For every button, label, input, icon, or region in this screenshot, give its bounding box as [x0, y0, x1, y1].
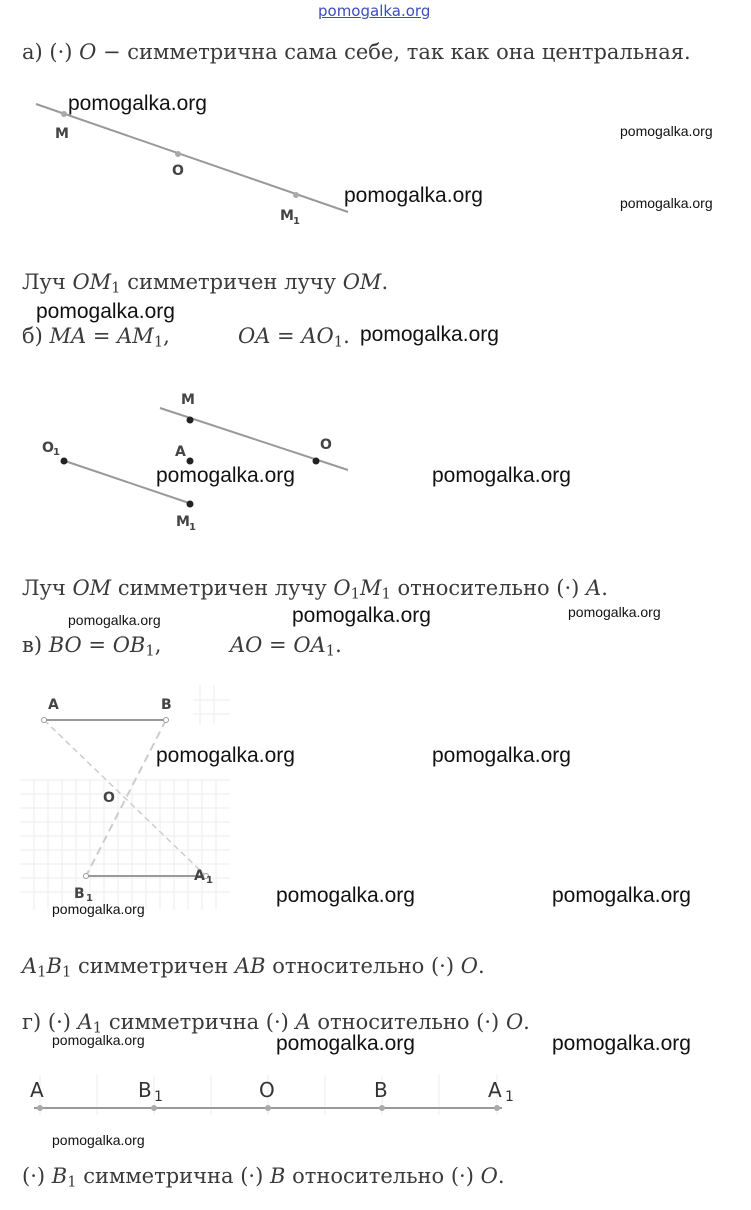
watermark: pomogalka.org: [156, 744, 295, 767]
figure-g-point-b: [379, 1105, 385, 1111]
figure-g-point-a: [37, 1105, 43, 1111]
figure-b-label-o1-sub: 1: [53, 447, 60, 458]
part-v-center: O: [460, 954, 478, 978]
figure-b-label-a: A: [175, 444, 186, 460]
part-a-result-prefix: Луч: [22, 270, 73, 294]
figure-g-label-o: O: [259, 1078, 275, 1102]
watermark: pomogalka.org: [52, 901, 145, 917]
part-b-ray2-b: M: [359, 576, 382, 600]
part-a-ray1-sub: 1: [111, 279, 121, 297]
figure-g-label-a1-sub: 1: [505, 1089, 514, 1105]
part-g-p1-sub: 1: [92, 1019, 103, 1037]
part-g-r-center: O: [480, 1164, 498, 1188]
figure-b-label-o: O: [320, 437, 332, 453]
figure-b-point-m1: [187, 501, 194, 508]
figure-v-point-b1: [84, 874, 89, 879]
figure-b: [0, 380, 751, 540]
figure-v-point-b: [164, 718, 169, 723]
part-a-point: O: [79, 40, 97, 64]
part-v-statement-2: [230, 633, 342, 660]
figure-b-point-o: [313, 458, 320, 465]
part-g-p2: A: [295, 1010, 311, 1034]
watermark: pomogalka.org: [432, 464, 571, 487]
figure-v-point-a: [42, 718, 47, 723]
part-v-statement: [22, 633, 161, 660]
part-b-statement-2: [238, 324, 350, 351]
watermark: pomogalka.org: [276, 1032, 415, 1055]
figure-a-point-m: [61, 111, 67, 117]
watermark: pomogalka.org: [68, 612, 161, 628]
figure-g-point-a1: [494, 1105, 500, 1111]
figure-b-label-m1: M: [176, 514, 190, 530]
figure-a-label-o: O: [172, 163, 184, 179]
part-b-result-prefix: Луч: [22, 576, 73, 600]
watermark: pomogalka.org: [620, 123, 713, 139]
part-b-eq1-sub: 1: [153, 333, 164, 351]
part-g-center: O: [505, 1010, 524, 1034]
part-v-result-a-sub: 1: [37, 963, 47, 981]
figure-g-label-b: B: [374, 1078, 388, 1102]
part-a-result: [22, 270, 388, 297]
part-b-result-rest: относительно (·): [390, 576, 587, 600]
figure-v-label-b1: B: [74, 886, 85, 902]
figure-a-label-m1-sub: 1: [293, 216, 300, 227]
figure-b-point-o1: [61, 458, 68, 465]
part-g-mid: симметрична (·): [102, 1010, 296, 1034]
part-v-result-a: A: [22, 954, 38, 978]
part-a-result-end: .: [381, 270, 389, 294]
part-a-prefix: а) (·): [22, 40, 80, 64]
figure-v-label-b1-sub: 1: [86, 893, 93, 904]
watermark: pomogalka.org: [36, 300, 175, 323]
site-link[interactable]: pomogalka.org: [318, 2, 431, 20]
part-v-result-end: .: [477, 954, 485, 978]
part-b-ray1: OM: [72, 576, 112, 600]
part-g-r2: B: [269, 1164, 286, 1188]
part-b-result-end: .: [601, 576, 608, 600]
part-b-eq2: OA = AO: [238, 324, 334, 348]
part-b-ray2-a-sub: 1: [350, 585, 360, 603]
part-g-r-rest: относительно (·): [285, 1164, 481, 1188]
part-a-rest: − симметрична сама себе, так как она центральная.: [96, 40, 691, 64]
watermark: pomogalka.org: [276, 884, 415, 907]
figure-v-label-a1: A: [194, 868, 205, 884]
figure-b-label-m: M: [181, 392, 195, 408]
part-a-ray1: OM: [72, 270, 112, 294]
part-v-result-rest: относительно (·): [265, 954, 461, 978]
part-b-ray2-b-sub: 1: [381, 585, 391, 603]
part-v-end: .: [335, 633, 342, 657]
watermark: pomogalka.org: [552, 884, 691, 907]
part-b-eq2-sub: 1: [333, 333, 344, 351]
watermark: pomogalka.org: [432, 744, 571, 767]
part-a-result-mid: симметричен лучу: [120, 270, 343, 294]
part-v-result-mid: симметричен: [71, 954, 235, 978]
watermark: pomogalka.org: [68, 92, 207, 115]
part-b-prefix: б): [22, 324, 50, 348]
figure-v: [0, 680, 260, 920]
figure-v-label-b: B: [161, 697, 172, 713]
part-g-r-end: .: [497, 1164, 505, 1188]
part-b-eq1: MA = AM: [49, 324, 154, 348]
part-b-statement: [22, 324, 170, 351]
part-g-result: [22, 1164, 505, 1191]
figure-g-point-o: [265, 1105, 271, 1111]
figure-b-label-o1: O: [42, 440, 54, 456]
figure-g-point-b1: [151, 1105, 157, 1111]
watermark: pomogalka.org: [344, 184, 483, 207]
watermark: pomogalka.org: [568, 604, 661, 620]
watermark: pomogalka.org: [52, 1032, 145, 1048]
part-g-end: .: [523, 1010, 530, 1034]
watermark: pomogalka.org: [552, 1032, 691, 1055]
part-g-r-mid: симметрична (·): [76, 1164, 270, 1188]
part-v-eq2-sub: 1: [325, 642, 336, 660]
watermark: pomogalka.org: [620, 195, 713, 211]
part-v-result-b-sub: 1: [61, 963, 72, 981]
part-b-result: [22, 576, 608, 603]
figure-b-label-m1-sub: 1: [189, 522, 196, 533]
part-g-rest: относительно (·): [310, 1010, 506, 1034]
part-b-ray2-a: O: [333, 576, 351, 600]
part-v-result-b: B: [46, 954, 62, 978]
figure-g: [0, 1070, 560, 1120]
part-v-seg: AB: [234, 954, 266, 978]
figure-g-label-a: A: [30, 1078, 44, 1102]
figure-a-point-m1: [293, 192, 299, 198]
part-b-sep: ,: [163, 324, 170, 348]
figure-a-label-m: M: [55, 126, 69, 142]
figure-a-point-o: [175, 151, 181, 157]
watermark: pomogalka.org: [292, 604, 431, 627]
watermark: pomogalka.org: [360, 323, 499, 346]
part-v-eq2: AO = OA: [230, 633, 326, 657]
figure-g-label-b1-sub: 1: [154, 1089, 163, 1105]
figure-v-label-o: O: [103, 790, 115, 806]
part-g-prefix: г) (·): [22, 1010, 78, 1034]
part-g-r1-sub: 1: [67, 1173, 77, 1191]
figure-v-label-a1-sub: 1: [206, 875, 213, 886]
part-b-result-mid: симметричен лучу: [111, 576, 334, 600]
watermark: pomogalka.org: [52, 1132, 145, 1148]
part-v-prefix: в): [22, 633, 49, 657]
figure-g-label-a1: A: [488, 1078, 502, 1102]
figure-g-label-b1: B: [138, 1078, 152, 1102]
figure-a-label-m1: M: [280, 208, 294, 224]
part-v-sep: ,: [154, 633, 162, 657]
part-g-r1: B: [51, 1164, 68, 1188]
part-b-end: .: [343, 324, 350, 348]
part-v-eq1: BO = OB: [48, 633, 146, 657]
watermark: pomogalka.org: [156, 464, 295, 487]
figure-a-line: [36, 104, 348, 212]
part-g-p1: A: [77, 1010, 93, 1034]
part-v-result: [22, 954, 485, 981]
part-g-result-prefix: (·): [22, 1164, 52, 1188]
part-a-ray2: OM: [342, 270, 382, 294]
part-v-eq1-sub: 1: [145, 642, 155, 660]
part-b-center: A: [586, 576, 602, 600]
part-a-statement: [22, 40, 691, 64]
figure-b-point-m: [187, 417, 194, 424]
figure-v-label-a: A: [48, 697, 59, 713]
